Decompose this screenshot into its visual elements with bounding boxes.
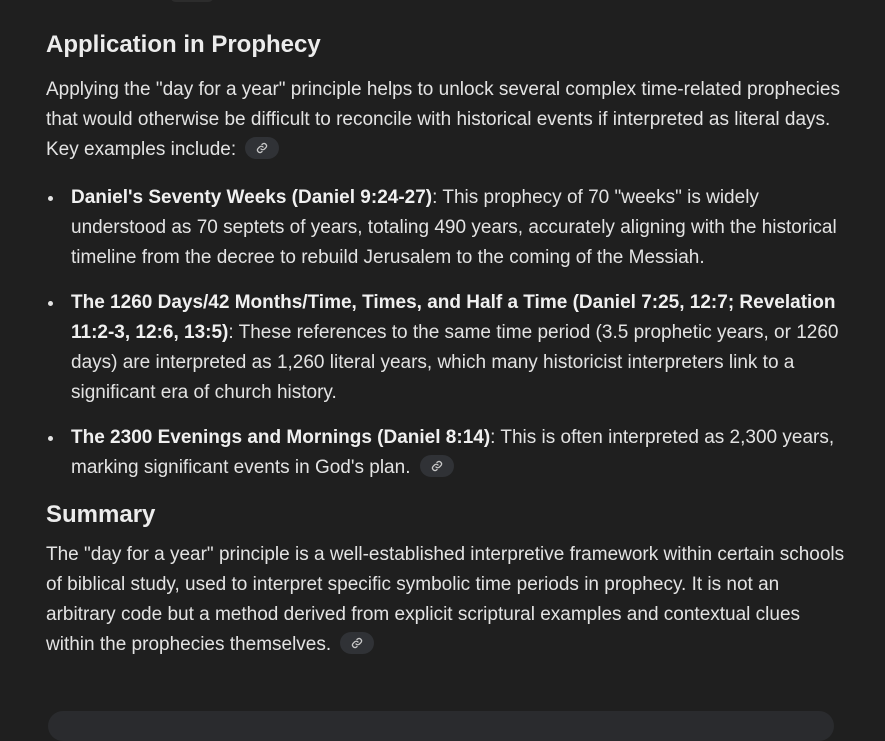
list-item-text: : This is often interpreted as 2,300 years, marking significant events in God's plan.: [71, 427, 835, 478]
source-link-chip[interactable]: [340, 632, 374, 654]
list-item-term: Daniel's Seventy Weeks (Daniel 9:24-27): [71, 187, 433, 208]
section-heading-application: Application in Prophecy: [46, 31, 321, 58]
list-item: [71, 183, 846, 273]
link-icon: [256, 142, 268, 154]
previous-element-edge: [170, 0, 214, 2]
summary-text: The "day for a year" principle is a well-established interpretive framework within certain schools of biblical study, used to interpret specific symbolic time periods in prophecy. It is not an arbitrary code but a method derived from explicit scriptural examples and contextual clues within the prophecies themselves.: [46, 544, 845, 655]
summary-paragraph: [46, 540, 846, 660]
link-icon: [351, 637, 363, 649]
source-link-chip[interactable]: [420, 455, 454, 477]
intro-text: Applying the "day for a year" principle helps to unlock several complex time-related prophecies that would otherwise be difficult to reconcile with historical events if interpreted as literal days. Key examples include:: [46, 79, 840, 160]
next-element-edge: [48, 711, 834, 741]
list-item: [71, 423, 846, 483]
list-item-term: The 1260 Days/42 Months/Time, Times, and Half a Time (Daniel 7:25, 12:7; Revelation 11:2-3, 12:6, 13:5): [71, 292, 836, 343]
list-item-text: : This prophecy of 70 "weeks" is widely understood as 70 septets of years, totaling 490 years, accurately aligning with the historical timeline from the decree to rebuild Jerusalem to the coming of the Messiah.: [71, 187, 837, 268]
list-item: [71, 288, 846, 408]
response-content: [46, 28, 846, 660]
intro-paragraph: [46, 75, 846, 165]
link-icon: [431, 460, 443, 472]
source-link-chip[interactable]: [245, 137, 279, 159]
list-item-text: : These references to the same time period (3.5 prophetic years, or 1260 days) are interpreted as 1,260 literal years, which many historicist interpreters link to a significant era of church history.: [71, 322, 839, 403]
list-item-term: The 2300 Evenings and Mornings (Daniel 8:14): [71, 427, 491, 448]
examples-list: [46, 183, 846, 483]
section-heading-summary: Summary: [46, 501, 156, 528]
